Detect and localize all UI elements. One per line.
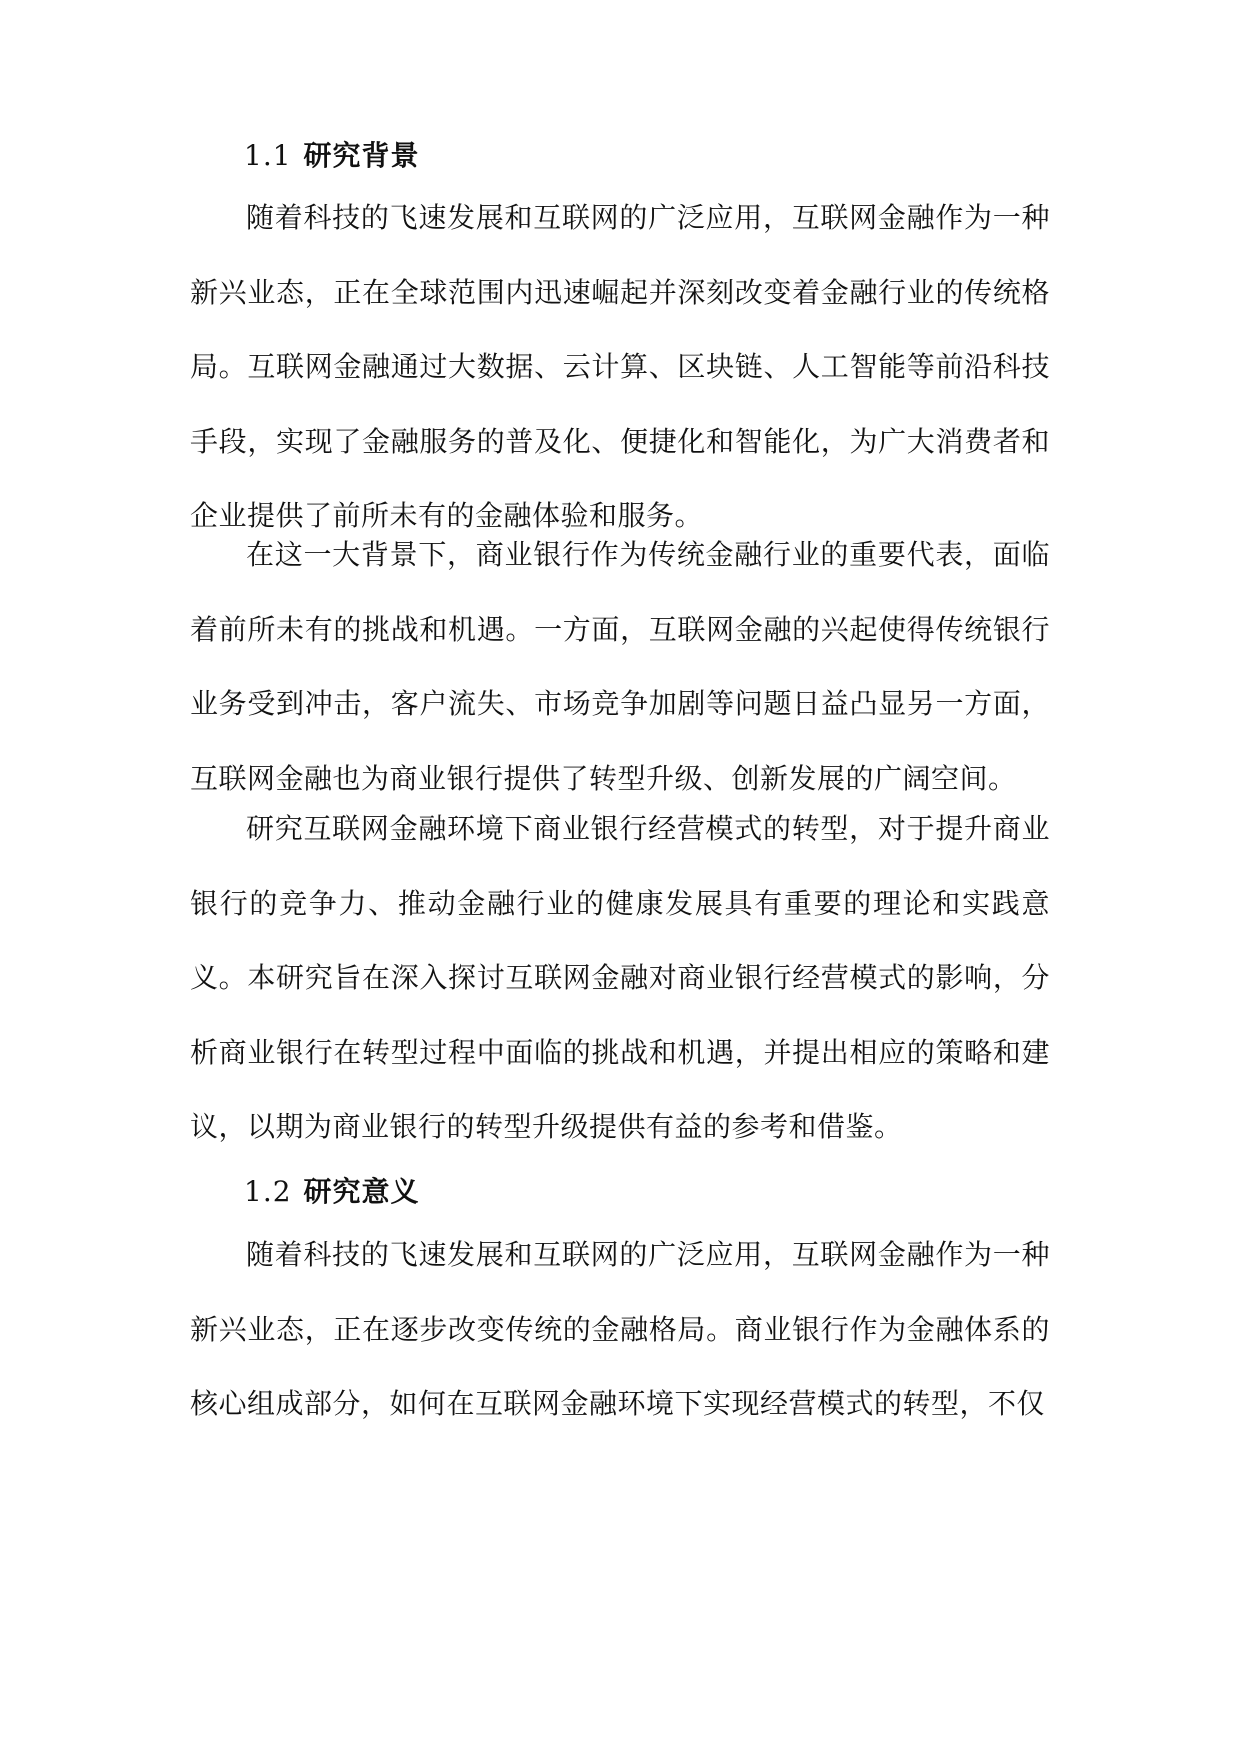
section-title: 研究意义 [303, 1175, 420, 1208]
section-heading-1-1 [244, 136, 420, 176]
paragraph-background-3: 研究互联网金融环境下商业银行经营模式的转型，对于提升商业银行的竞争力、推动金融行业的健康发展具有重要的理论和实践意义。本研究旨在深入探讨互联网金融对商业银行经营模式的影响，分析商业银行在转型过程中面临的挑战和机遇，并提出相应的策略和建议，以期为商业银行的转型升级提供有益的参考和借鉴。 [190, 812, 1050, 1144]
section-number: 1.1 [244, 139, 292, 172]
paragraph-significance-1: 随着科技的飞速发展和互联网的广泛应用，互联网金融作为一种新兴业态，正在逐步改变传统的金融格局。商业银行作为金融体系的核心组成部分，如何在互联网金融环境下实现经营模式的转型，不仅 [190, 1238, 1050, 1421]
section-number: 1.2 [244, 1175, 292, 1208]
section-heading-1-2 [244, 1172, 420, 1212]
section-title: 研究背景 [303, 139, 420, 172]
paragraph-background-2: 在这一大背景下，商业银行作为传统金融行业的重要代表，面临着前所未有的挑战和机遇。一方面，互联网金融的兴起使得传统银行业务受到冲击，客户流失、市场竞争加剧等问题日益凸显另一方面，互联网金融也为商业银行提供了转型升级、创新发展的广阔空间。 [190, 538, 1050, 795]
paragraph-background-1: 随着科技的飞速发展和互联网的广泛应用，互联网金融作为一种新兴业态，正在全球范围内迅速崛起并深刻改变着金融行业的传统格局。互联网金融通过大数据、云计算、区块链、人工智能等前沿科技手段，实现了金融服务的普及化、便捷化和智能化，为广大消费者和企业提供了前所未有的金融体验和服务。 [190, 201, 1050, 533]
